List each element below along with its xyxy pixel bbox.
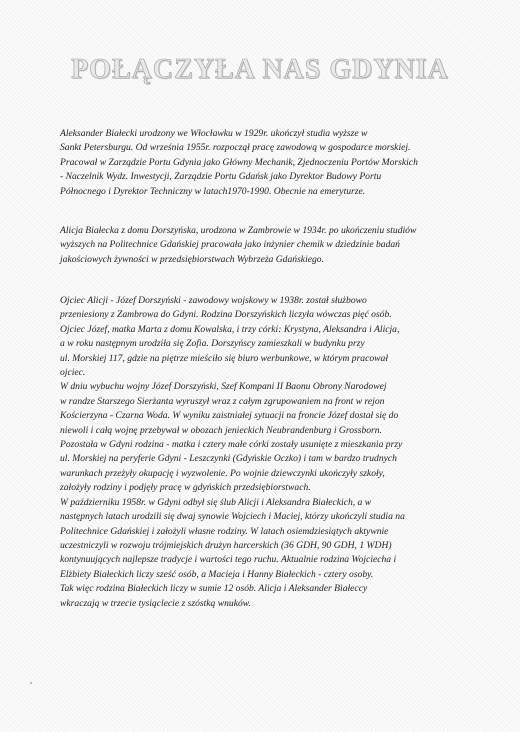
text-line: następnych latach urodzili się dwaj synowie Wojciech i Maciej, którzy ukończyli studia na xyxy=(60,511,405,523)
text-line: Ojciec Józef, matka Marta z domu Kowalska, i trzy córki: Krystyna, Aleksandra i Alicja, xyxy=(60,323,400,335)
text-line: ul. Morskiej 117, gdzie na piętrze mieściło się biuro werbunkowe, w którym pracował xyxy=(60,352,389,364)
paragraph-alicja xyxy=(60,224,480,267)
text-line: wyższych na Politechnice Gdańskiej pracowała jako inżynier chemik w dziedzinie badań xyxy=(60,239,400,251)
text-line: Pozostała w Gdyni rodzina - matka i cztery małe córki zostały usunięte z mieszkania przy xyxy=(60,439,403,451)
text-line: - Naczelnik Wydz. Inwestycji, Zarządzie Portu Gdańsk jako Dyrektor Budowy Portu xyxy=(60,171,382,183)
text-line: warunkach przeżyły okupację i wyzwolenie. Po wojnie dziewczynki ukończyły szkoły, xyxy=(60,467,385,479)
text-line: kontynuujących najlepsze tradycje i wartości tego ruchu. Aktualnie rodzina Wojciecha i xyxy=(60,554,397,566)
text-line: jakościowych żywności w przedsiębiorstwach Wybrzeża Gdańskiego. xyxy=(60,253,324,265)
text-line: ojciec. xyxy=(60,367,86,379)
text-line: założyły rodziny i podjęły pracę w gdyńskich przedsiębiorstwach. xyxy=(60,482,311,494)
text-line: przeniesiony z Zambrowa do Gdyni. Rodzina Dorszyńskich liczyła wówczas pięć osób. xyxy=(60,309,392,321)
text-line: a w roku następnym urodziła się Zofia. Dorszyńscy zamieszkali w budynku przy xyxy=(60,338,365,350)
text-line: ul. Morskiej na peryferie Gdyni - Leszczynki (Gdyńskie Oczko) i tam w bardzo trudnych xyxy=(60,453,397,465)
paragraph-aleksander xyxy=(60,127,480,199)
text-line: Politechnice Gdańskiej i założyli własne rodziny. W latach osiemdziesiątych aktywnie xyxy=(60,525,389,537)
text-line: Północnego i Dyrektor Techniczny w latach1970-1990. Obecnie na emeryturze. xyxy=(60,185,366,197)
paragraph-family-history xyxy=(60,294,480,611)
text-line: w randze Starszego Sierżanta wyruszył wraz z całym zgrupowaniem na front w rejon xyxy=(60,395,385,407)
text-line: W październiku 1958r. w Gdyni odbył się ślub Alicji i Aleksandra Białeckich, a w xyxy=(60,496,372,508)
text-line: niewoli i całą wojnę przebywał w obozach jenieckich Neubrandenburg i Grossborn. xyxy=(60,424,382,436)
scan-speck xyxy=(30,682,32,684)
text-line: Pracował w Zarządzie Portu Gdynia jako Główny Mechanik, Zjednoczeniu Portów Morskich xyxy=(60,156,418,168)
text-line: W dniu wybuchu wojny Józef Dorszyński, Szef Kompani II Baonu Obrony Narodowej xyxy=(60,381,387,393)
text-line: Elżbiety Białeckich liczy sześć osób, a Macieja i Hanny Białeckich - cztery osoby. xyxy=(60,568,374,580)
text-line: Tak więc rodzina Białeckich liczy w sumie 12 osób. Alicja i Aleksander Białeccy xyxy=(60,583,368,595)
page-title: POŁĄCZYŁA NAS GDYNIA xyxy=(71,54,449,85)
text-line: Kościerzyna - Czarna Woda. W wyniku zaistniałej sytuacji na froncie Józef dostał się do xyxy=(60,410,399,422)
text-line: Aleksander Białecki urodzony we Włocławku w 1929r. ukończył studia wyższe w xyxy=(60,128,368,139)
text-line: Sankt Petersburgu. Od września 1955r. rozpoczął pracę zawodową w gospodarce morskiej. xyxy=(60,142,411,154)
text-line: wkraczają w trzecie tysiąclecie z szóstką wnuków. xyxy=(60,597,251,609)
text-line: uczestniczyli w rozwoju trójmiejskich drużyn harcerskich (36 GDH, 90 GDH, 1 WDH) xyxy=(60,539,392,551)
text-line: Alicja Białecka z domu Dorszyńska, urodzona w Zambrowie w 1934r. po ukończeniu studiów xyxy=(60,225,417,236)
text-line: Ojciec Alicji - Józef Dorszyński - zawodowy wojskowy w 1938r. został służbowo xyxy=(60,295,367,306)
